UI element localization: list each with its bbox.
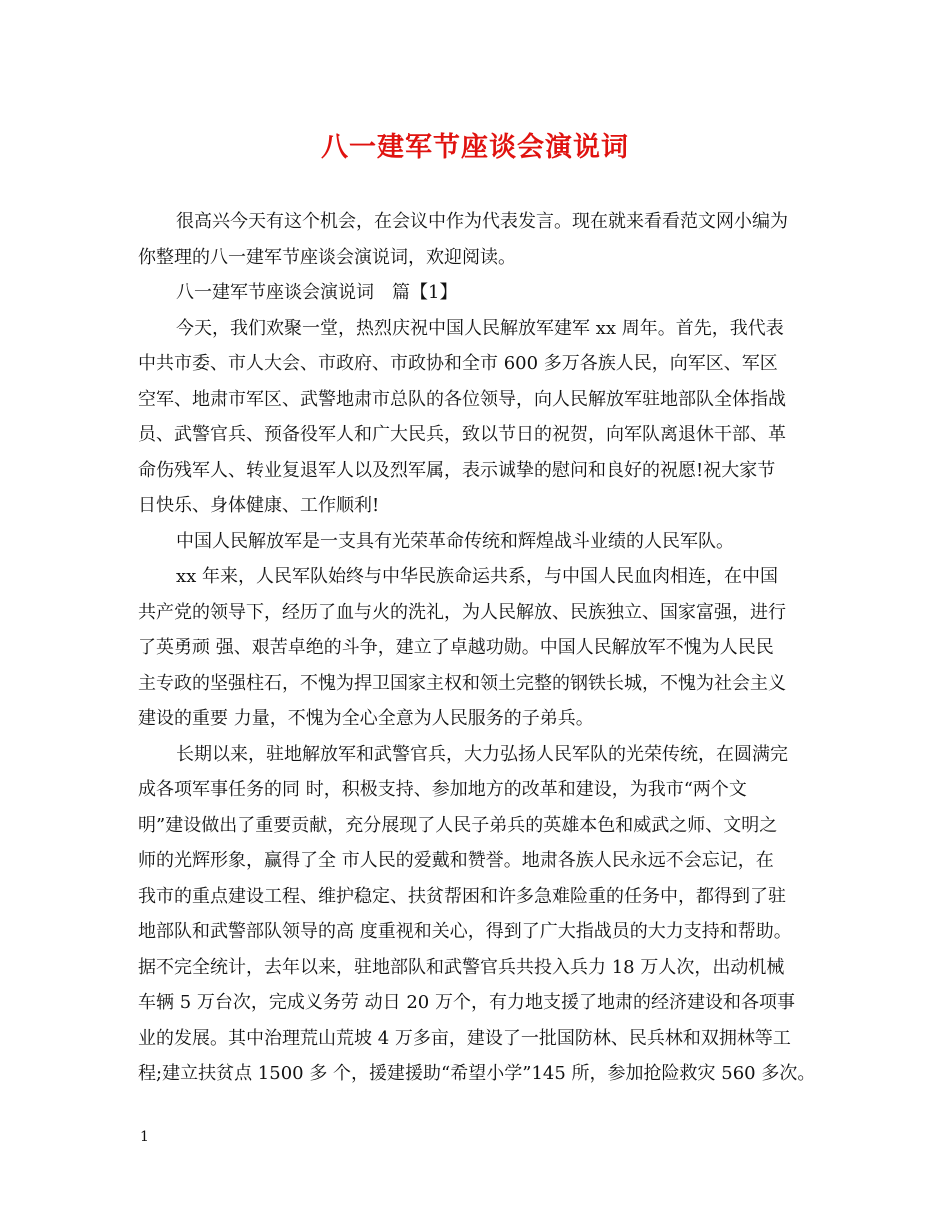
text-line: 业的发展。其中治理荒山荒坡 4 万多亩，建设了一批国防林、民兵林和双拥林等工 xyxy=(138,1027,791,1049)
text-line: xx 年来，人民军队始终与中华民族命运共系，与中国人民血肉相连，在中国 xyxy=(176,566,779,587)
text-line: 员、武警官兵、预备役军人和广大民兵，致以节日的祝贺，向军队离退休干部、革 xyxy=(138,424,786,445)
text-line: 日快乐、身体健康、工作顺利! xyxy=(138,495,380,516)
text-line: 师的光辉形象，赢得了全 市人民的爱戴和赞誉。地肃各族人民永远不会忘记，在 xyxy=(138,850,774,871)
text-line: 你整理的八一建军节座谈会演说词，欢迎阅读。 xyxy=(138,246,516,268)
text-line: 明”建设做出了重要贡献，充分展现了人民子弟兵的英雄本色和威武之师、文明之 xyxy=(138,814,778,836)
text-line: 长期以来，驻地解放军和武警官兵，大力弘扬人民军队的光荣传统，在圆满完 xyxy=(176,743,788,765)
text-line: 八一建军节座谈会演说词 篇【1】 xyxy=(176,282,458,303)
text-line: 地部队和武警部队领导的高 度重视和关心，得到了广大指战员的大力支持和帮助。 xyxy=(138,921,792,942)
text-line: 了英勇顽 强、艰苦卓绝的斗争，建立了卓越功勋。中国人民解放军不愧为人民民 xyxy=(138,637,774,658)
text-line: 建设的重要 力量，不愧为全心全意为人民服务的子弟兵。 xyxy=(138,708,594,729)
text-line: 车辆 5 万台次，完成义务劳 动日 20 万个，有力地支援了地肃的经济建设和各项事 xyxy=(138,992,795,1013)
document-body xyxy=(138,204,816,1092)
page-number: 1 xyxy=(140,1129,149,1145)
document-title: 八一建军节座谈会演说词 xyxy=(321,132,629,163)
text-line: 成各项军事任务的同 时，积极支持、参加地方的改革和建设，为我市“两个文 xyxy=(138,779,747,800)
text-line: 很高兴今天有这个机会，在会议中作为代表发言。现在就来看看范文网小编为 xyxy=(176,211,788,232)
text-line: 据不完全统计，去年以来，驻地部队和武警官兵共投入兵力 18 万人次，出动机械 xyxy=(138,956,785,978)
text-line: 命伤残军人、转业复退军人以及烈军属，表示诚挚的慰问和良好的祝愿!祝大家节 xyxy=(138,459,776,481)
text-line: 中国人民解放军是一支具有光荣革命传统和辉煌战斗业绩的人民军队。 xyxy=(176,530,734,552)
text-line: 中共市委、市人大会、市政府、市政协和全市 600 多万各族人民，向军区、军区 xyxy=(138,353,778,374)
text-line: 程;建立扶贫点 1500 多 个，援建援助“希望小学”145 所，参加抢险救灾 560 多次。 xyxy=(138,1063,816,1084)
text-line: 今天，我们欢聚一堂，热烈庆祝中国人民解放军建军 xx 周年。首先，我代表 xyxy=(176,317,784,339)
text-line: 我市的重点建设工程、维护稳定、扶贫帮困和许多急难险重的任务中，都得到了驻 xyxy=(138,885,786,907)
text-line: 共产党的领导下，经历了血与火的洗礼，为人民解放、民族独立、国家富强，进行 xyxy=(138,601,786,623)
text-line: 空军、地肃市军区、武警地肃市总队的各位领导，向人民解放军驻地部队全体指战 xyxy=(138,388,786,410)
text-line: 主专政的坚强柱石，不愧为捍卫国家主权和领土完整的钢铁长城，不愧为社会主义 xyxy=(138,672,786,694)
